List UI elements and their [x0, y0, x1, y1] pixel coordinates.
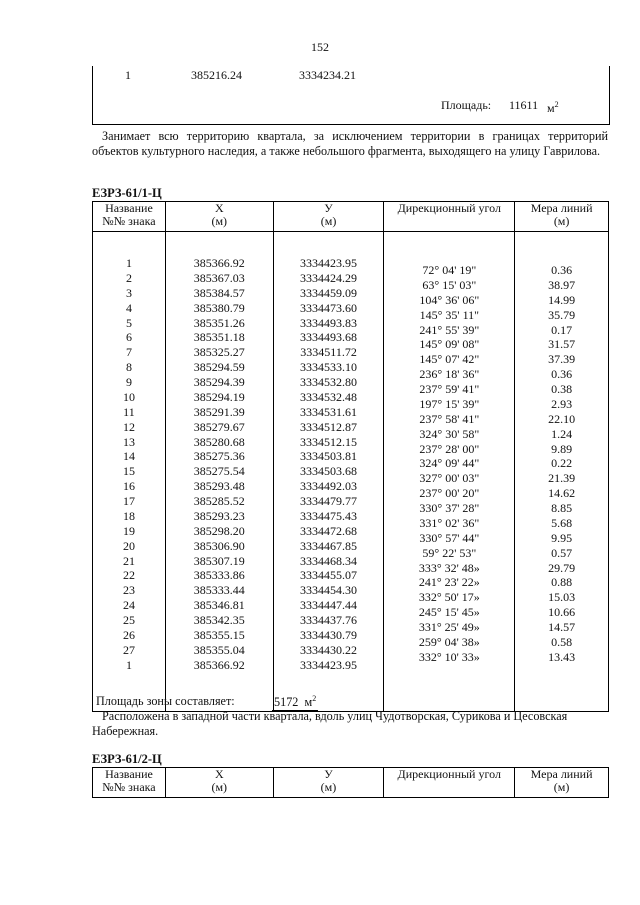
segment-measure: 0.58	[551, 634, 573, 649]
segment-angle: 59° 22' 53"	[422, 545, 477, 560]
point-number: 7	[125, 345, 132, 360]
point-y: 3334472.68	[300, 523, 358, 538]
point-y: 3334533.10	[300, 360, 358, 375]
segment-angle: 332° 10' 33»	[418, 649, 480, 664]
header-x: Х	[214, 201, 224, 215]
segment-measure: 0.36	[551, 367, 573, 382]
header-name: Название	[105, 767, 153, 781]
point-number: 21	[122, 553, 135, 568]
header-y: У	[324, 201, 333, 215]
point-number: 26	[122, 627, 135, 642]
header-measure-unit: (м)	[553, 780, 570, 794]
segment-angle: 245° 15' 45»	[418, 605, 480, 620]
point-y: 3334459.09	[300, 285, 358, 300]
measure-column	[515, 232, 609, 712]
point-x: 385294.59	[193, 360, 245, 375]
point-x: 385333.44	[193, 583, 245, 598]
segment-measure: 38.97	[548, 277, 576, 292]
prev-point-y: 3334234.21	[299, 68, 356, 82]
segment-measure: 37.39	[548, 352, 576, 367]
point-number: 20	[122, 538, 135, 553]
segment-measure: 9.95	[551, 530, 573, 545]
segment-angle: 104° 36' 06"	[419, 292, 480, 307]
segment-measure: 0.57	[551, 545, 573, 560]
segment-measure: 15.03	[548, 590, 576, 605]
prev-point-number: 1	[125, 68, 131, 82]
point-number: 18	[122, 508, 135, 523]
point-y: 3334512.15	[300, 434, 358, 449]
segment-angle: 241° 23' 22»	[418, 575, 480, 590]
segment-measure: 29.79	[548, 560, 576, 575]
segment-measure: 35.79	[548, 307, 576, 322]
zone1-table-header	[93, 202, 609, 232]
segment-measure: 0.38	[551, 382, 573, 396]
x-column	[165, 232, 273, 712]
point-number: 2	[125, 270, 132, 285]
previous-table-tail	[92, 66, 610, 125]
zone1-title: ЕЗРЗ-61/1-Ц	[92, 186, 162, 200]
point-x: 385351.18	[193, 330, 245, 345]
point-number: 23	[122, 583, 135, 598]
segment-angle: 236° 18' 36"	[419, 367, 480, 382]
point-number-column	[93, 232, 166, 712]
segment-angle: 332° 50' 17»	[418, 590, 480, 605]
header-angle: Дирекционный угол	[397, 201, 502, 215]
point-x: 385293.23	[193, 508, 245, 523]
point-x: 385291.39	[193, 404, 245, 419]
segment-angle: 330° 57' 44"	[419, 530, 480, 545]
point-y: 3334493.68	[300, 330, 358, 345]
header-name: Название	[105, 201, 153, 215]
point-x: 385366.92	[193, 657, 245, 672]
segment-angle: 327° 00' 03"	[419, 471, 480, 486]
point-x: 385275.54	[193, 464, 245, 479]
segment-angle: 237° 00' 20"	[419, 486, 480, 501]
header-angle: Дирекционный угол	[397, 767, 501, 781]
segment-measure: 14.99	[548, 292, 576, 307]
point-y: 3334423.95	[300, 657, 358, 672]
point-number: 1	[125, 657, 132, 672]
header-x-unit: (м)	[211, 780, 228, 794]
point-number: 27	[122, 642, 135, 657]
header-measure: Мера линий	[530, 201, 593, 215]
point-number: 15	[122, 464, 135, 479]
header-number: №№ знака	[102, 780, 156, 794]
header-number: №№ знака	[102, 214, 156, 228]
zone2-coordinates-table	[92, 767, 609, 798]
zone2-table-header	[93, 768, 609, 798]
segment-measure: 14.57	[548, 620, 576, 634]
point-x: 385280.68	[193, 434, 245, 449]
point-number: 5	[125, 315, 132, 330]
point-number: 4	[125, 300, 132, 315]
zone1-area-label: Площадь зоны составляет:	[96, 694, 235, 708]
zone1-coordinates-table	[92, 201, 609, 712]
point-number: 8	[125, 360, 132, 375]
point-x: 385355.04	[193, 642, 245, 657]
prev-area-label: Площадь:	[441, 98, 492, 112]
point-y: 3334430.79	[300, 627, 358, 642]
segment-angle: 237° 28' 00"	[419, 441, 480, 456]
point-x: 385355.15	[193, 627, 245, 642]
territory-paragraph: Занимает всю территорию квартала, за исключением территории в границах территорий объектов культурного наследия, а также небольшого фрагмента, выходящего на улицу Гаврилова.	[92, 129, 608, 158]
point-y: 3334430.22	[300, 642, 358, 657]
point-x: 385294.39	[193, 375, 245, 389]
segment-measure: 31.57	[548, 337, 576, 352]
segment-angle: 237° 59' 41"	[419, 382, 480, 396]
point-number: 6	[125, 330, 132, 345]
header-measure: Мера линий	[530, 767, 593, 781]
point-y: 3334503.68	[300, 464, 358, 479]
segment-angle: 197° 15' 39"	[419, 396, 480, 411]
segment-measure: 22.10	[548, 411, 576, 426]
point-x: 385307.19	[193, 553, 245, 568]
prev-point-x: 385216.24	[191, 68, 242, 82]
point-x: 385306.90	[193, 538, 245, 553]
segment-angle: 237° 58' 41"	[419, 411, 480, 426]
segment-angle: 63° 15' 03"	[422, 277, 477, 292]
point-x: 385351.26	[193, 315, 245, 330]
point-y: 3334531.61	[300, 404, 358, 419]
point-y: 3334423.95	[300, 256, 358, 270]
segment-measure: 9.89	[551, 441, 573, 456]
page-number: 152	[311, 40, 329, 54]
point-x: 385294.19	[193, 389, 245, 404]
segment-angle: 324° 30' 58"	[419, 426, 480, 441]
point-x: 385285.52	[193, 494, 245, 508]
segment-measure: 10.66	[548, 605, 576, 620]
segment-angle: 259° 04' 38»	[418, 634, 480, 649]
point-number: 22	[122, 568, 135, 583]
segment-measure: 2.93	[551, 396, 573, 411]
point-y: 3334473.60	[300, 300, 358, 315]
point-number: 16	[122, 479, 135, 494]
point-y: 3334479.77	[300, 494, 358, 508]
point-y: 3334454.30	[300, 583, 358, 598]
point-y: 3334512.87	[300, 419, 358, 434]
zone2-title: ЕЗРЗ-61/2-Ц	[92, 752, 162, 766]
point-y: 3334467.85	[300, 538, 358, 553]
segment-measure: 0.88	[551, 575, 573, 590]
segment-angle: 145° 35' 11"	[419, 307, 480, 322]
segment-angle: 331° 02' 36"	[419, 515, 480, 530]
point-x: 385279.67	[193, 419, 245, 434]
segment-angle: 145° 09' 08"	[419, 337, 480, 352]
point-y: 3334424.29	[300, 270, 358, 285]
prev-area-unit: $м^2$	[547, 100, 559, 115]
point-y: 3334468.34	[300, 553, 358, 568]
point-number: 1	[125, 256, 132, 270]
point-y: 3334503.81	[300, 449, 358, 464]
point-x: 385366.92	[193, 256, 245, 270]
point-x: 385380.79	[193, 300, 245, 315]
point-x: 385333.86	[193, 568, 245, 583]
point-number: 13	[122, 434, 135, 449]
segment-measure: 1.24	[551, 426, 573, 441]
point-x: 385367.03	[193, 270, 245, 285]
header-y: У	[324, 767, 333, 781]
segment-angle: 333° 32' 48»	[418, 560, 480, 575]
point-x: 385325.27	[193, 345, 245, 360]
segment-measure: 0.22	[551, 456, 573, 471]
point-x: 385346.81	[193, 598, 245, 613]
segment-angle: 72° 04' 19"	[422, 263, 477, 277]
segment-angle: 330° 37' 28"	[419, 501, 480, 515]
header-x-unit: (м)	[211, 214, 228, 228]
segment-measure: 0.36	[551, 263, 573, 277]
point-x: 385275.36	[193, 449, 245, 464]
header-x: Х	[214, 767, 224, 781]
zone1-table-body	[93, 232, 609, 712]
point-x: 385384.57	[193, 285, 245, 300]
point-y: 3334455.07	[300, 568, 358, 583]
segment-measure: 14.62	[548, 486, 576, 501]
segment-measure: 0.17	[551, 322, 573, 337]
segment-angle: 331° 25' 49»	[418, 620, 480, 634]
point-y: 3334493.83	[300, 315, 358, 330]
point-number: 3	[125, 285, 132, 300]
point-number: 9	[125, 375, 132, 389]
angle-column	[384, 232, 515, 712]
point-number: 11	[123, 404, 135, 419]
point-number: 12	[122, 419, 135, 434]
point-y: 3334492.03	[300, 479, 358, 494]
point-y: 3334511.72	[300, 345, 357, 360]
segment-measure: 5.68	[551, 515, 573, 530]
zone1-area-value: 5172 $м^2$	[274, 694, 317, 710]
header-y-unit: (м)	[320, 214, 337, 228]
point-y: 3334437.76	[300, 613, 358, 627]
prev-area-value: 11611	[509, 98, 539, 112]
point-number: 24	[122, 598, 135, 613]
point-x: 385293.48	[193, 479, 245, 494]
segment-measure: 13.43	[548, 649, 576, 664]
point-y: 3334475.43	[300, 508, 358, 523]
segment-angle: 241° 55' 39"	[419, 322, 480, 337]
segment-angle: 145° 07' 42"	[419, 352, 480, 367]
point-x: 385342.35	[193, 613, 245, 627]
y-column	[273, 232, 384, 712]
point-y: 3334532.80	[300, 375, 358, 389]
point-x: 385298.20	[193, 523, 245, 538]
segment-angle: 324° 09' 44"	[419, 456, 480, 471]
segment-measure: 21.39	[548, 471, 576, 486]
point-number: 19	[122, 523, 135, 538]
point-number: 10	[122, 389, 135, 404]
point-number: 25	[122, 613, 135, 627]
point-number: 17	[122, 494, 135, 508]
point-y: 3334447.44	[300, 598, 358, 613]
point-y: 3334532.48	[300, 389, 358, 404]
segment-measure: 8.85	[551, 501, 573, 515]
zone1-description: Расположена в западной части квартала, вдоль улиц Чудотворская, Сурикова и Цесовская Набережная.	[92, 709, 568, 738]
header-y-unit: (м)	[320, 780, 337, 794]
point-number: 14	[122, 449, 135, 464]
header-measure-unit: (м)	[553, 214, 570, 228]
